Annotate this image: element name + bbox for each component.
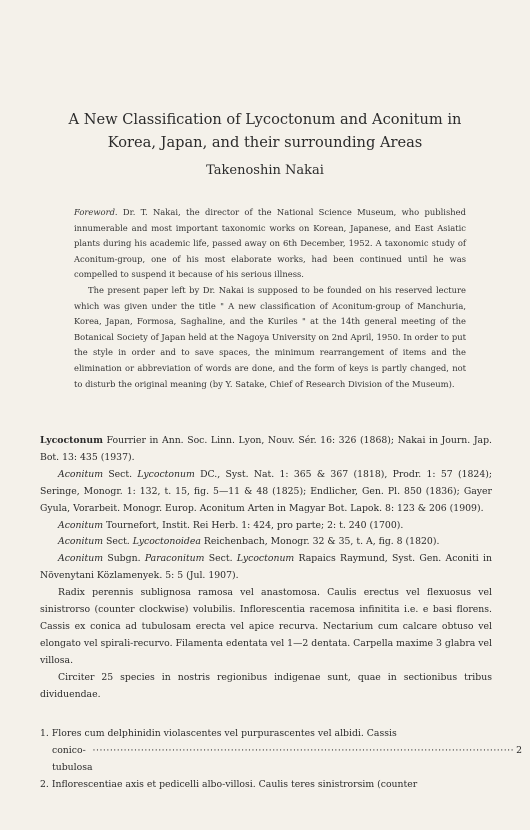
foreword — [74, 205, 466, 392]
key-lead-1: 1. Flores cum delphinidin violascentes vel purpurascentes vel albidi. Cassis — [40, 728, 397, 739]
genus-citation-text: Fourrier in Ann. Soc. Linn. Lyon, Nouv. Sér. 16: 326 (1868); Nakai in Journ. Jap. Bot. 13: 435 (1937). — [40, 435, 492, 463]
synonym-4-genus: Aconitum — [58, 553, 104, 565]
paper-title — [40, 108, 490, 154]
synonym-1-rank: Sect. — [103, 468, 138, 480]
key-lead-1-continuation — [40, 743, 523, 777]
foreword-paragraph-1 — [74, 205, 466, 283]
synonym-1-genus: Aconitum — [58, 468, 104, 480]
synonym-3-genus: Aconitum — [58, 536, 104, 548]
description-paragraph: Radix perennis sublignosa ramosa vel anastomosa. Caulis erectus vel flexuosus vel sinistrorso (counter clockwise) volubilis. Inflorescentia racemosa infinitita i.e. e basi florens. Cassis ex conica ad tubulosam erecta vel apice recurva. Nectarium cum calcare obtuso vel elongato vel spirali-recurvo. Filamenta edentata vel 1—2 dentata. Carpella maxime 3 glabra vel villosa. — [40, 587, 492, 666]
genus-name: Lycoctonum — [40, 435, 103, 446]
synonym-2-text: Tournefort, Instit. Rei Herb. 1: 424, pro parte; 2: t. 240 (1700). — [103, 519, 404, 531]
species-count-paragraph: Circiter 25 species in nostris regionibus indigenae sunt, quae in sectionibus tribus dividuendae. — [40, 671, 492, 700]
foreword-paragraph-2: The present paper left by Dr. Nakai is supposed to be founded on his reserved lecture which was given under the title " A new classification of Aconitum-group of Manchuria, Korea, Japan, Formosa, Saghaline, and the Kuriles " at the 14th general meeting of the Botanical Society of Japan held at the Nagoya University on 2nd April, 1950. In order to put the style in order and to save spaces, the minimum rearrangement of items and the elimination or abbreviation of words are done, and the form of keys is partly changed, not to disturb the original meaning (by Y. Satake, Chief of Research Division of the Museum). — [74, 284, 466, 389]
synonym-4-subgenus: Paraconitum — [144, 553, 205, 565]
main-text — [40, 433, 492, 704]
synonym-1-text: DC., Syst. Nat. 1: 365 & 367 (1818), Prodr. 1: 57 (1824); Seringe, Monogr. 1: 132, t. 15, fig. 5—11 & 48 (1825); Endlicher, Gen. Pl. 850 (1836); Gayer Gyula, Vorarbeit. Monogr. Europ. Aconitum Arten in Magyar Bot. Lapok. 8: 123 & 206 (1909). — [40, 468, 492, 514]
author-name: Takenoshin Nakai — [206, 163, 324, 178]
synonym-4-section: Lycoctonum — [236, 553, 295, 565]
key-lead-2: 2. Inflorescentiae axis et pedicelli albo-villosi. Caulis teres sinistrorsim (counter — [40, 778, 418, 790]
synonym-2 — [40, 518, 492, 535]
foreword-label: Foreword. — [74, 207, 118, 217]
synonym-1-section: Lycoctonum — [137, 468, 195, 480]
key-leader-dots: ·························································································································· — [92, 744, 515, 756]
synonym-4 — [40, 551, 492, 585]
synonym-4-text: Rapaics Raymund, Syst. Gen. Aconiti in Növenytani Közlamenyek. 5: 5 (Jul. 1907). — [40, 553, 492, 582]
synonym-1 — [40, 467, 492, 518]
synonym-3 — [40, 534, 492, 551]
synonym-4-rank-2: Sect. — [204, 553, 237, 565]
species-key — [40, 726, 523, 794]
key-lead-1-target: 2 — [516, 744, 523, 756]
synonym-3-rank: Sect. — [103, 536, 133, 548]
genus-citation — [40, 433, 492, 467]
key-lead-1-end: conico-tubulosa — [52, 744, 93, 773]
synonym-3-section: Lycoctonoidea — [132, 536, 201, 548]
title-line-2: Korea, Japan, and their surrounding Areas — [107, 134, 423, 151]
synonym-4-rank: Subgn. — [103, 553, 145, 565]
foreword-text-1: Dr. T. Nakai, the director of the National Science Museum, who published innumerable and most important taxonomic works on Korean, Japanese, and East Asiatic plants during his academic life, passed away on 6th December, 1952. A taxonomic study of Aconitum-group, one of his most elaborate works, had been continued until he was compelled to suspend it because of his serious illness. — [74, 207, 466, 280]
synonym-3-text: Reichenbach, Monogr. 32 & 35, t. A, fig. 8 (1820). — [200, 536, 440, 548]
synonym-2-genus: Aconitum — [58, 519, 104, 531]
title-line-1: A New Classification of Lycoctonum and Aconitum in — [68, 111, 462, 128]
